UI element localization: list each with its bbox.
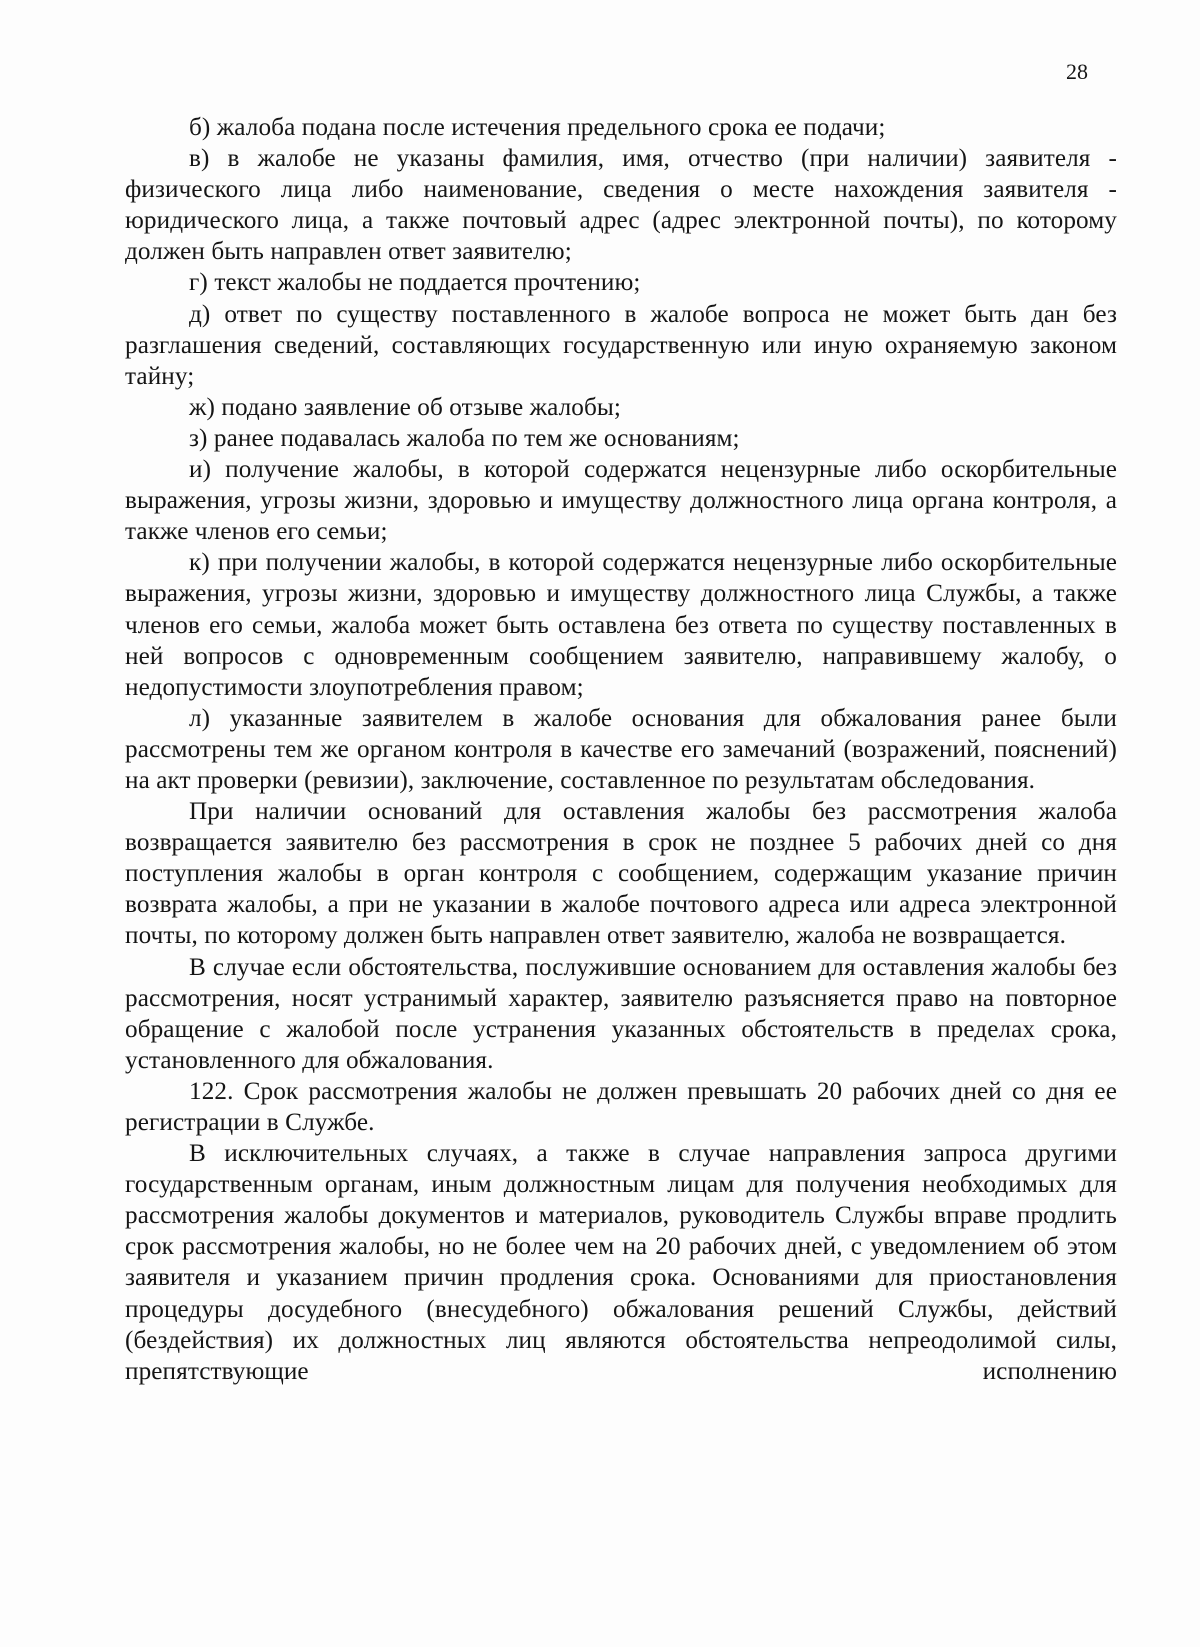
document-body	[125, 112, 1117, 1387]
page-number: 28	[1066, 59, 1088, 84]
paragraph-removable-circumstances: В случае если обстоятельства, послужившие основанием для оставления жалобы без рассмотрения, носят устранимый характер, заявителю разъясняется право на повторное обращение с жалобой после устранения указанных обстоятельств в пределах срока, установленного для обжалования.	[125, 953, 1117, 1074]
paragraph-exceptional-cases: В исключительных случаях, а также в случае направления запроса другими государственным органам, иным должностным лицам для получения необходимых для рассмотрения жалобы документов и материалов, руководитель Службы вправе продлить срок рассмотрения жалобы, но не более чем на 20 рабочих дней, с уведомлением об этом заявителя и указанием причин продления срока. Основаниями для приостановления процедуры досудебного (внесудебного) обжалования решений Службы, действий (бездействия) их должностных лиц являются обстоятельства непреодолимой силы, препятствующие исполнению	[125, 1140, 1117, 1385]
paragraph-item-b: б) жалоба подана после истечения предельного срока ее подачи;	[189, 114, 886, 141]
paragraph-item-d: д) ответ по существу поставленного в жалобе вопроса не может быть дан без разглашения сведений, составляющих государственную или иную охраняемую законом тайну;	[125, 300, 1117, 390]
paragraph-item-v: в) в жалобе не указаны фамилия, имя, отчество (при наличии) заявителя - физического лица либо наименование, сведения о месте нахождения заявителя - юридического лица, а также почтовый адрес (адрес электронной почты), по которому должен быть направлен ответ заявителю;	[125, 145, 1117, 266]
paragraph-item-zh: ж) подано заявление об отзыве жалобы;	[189, 393, 622, 421]
paragraph-item-k: к) при получении жалобы, в которой содержатся нецензурные либо оскорбительные выражения, угрозы жизни, здоровью и имуществу должностного лица Службы, а также членов его семьи, жалоба может быть оставлена без ответа по существу поставленных в ней вопросов с одновременным сообщением заявителю, направившему жалобу, о недопустимости злоупотребления правом;	[125, 549, 1117, 701]
paragraph-item-g: г) текст жалобы не поддается прочтению;	[189, 269, 641, 297]
paragraph-item-i: и) получение жалобы, в которой содержатся нецензурные либо оскорбительные выражения, угрозы жизни, здоровью и имуществу должностного лица органа контроля, а также членов его семьи;	[125, 456, 1117, 546]
paragraph-item-z: з) ранее подавалась жалоба по тем же основаниям;	[189, 424, 740, 452]
paragraph-return-without-review: При наличии оснований для оставления жалобы без рассмотрения жалоба возвращается заявителю без рассмотрения в срок не позднее 5 рабочих дней со дня поступления жалобы в орган контроля с сообщением, содержащим указание причин возврата жалобы, а при не указании в жалобе почтового адреса или адреса электронной почты, по которому должен быть направлен ответ заявителю, жалоба не возвращается.	[125, 798, 1117, 950]
paragraph-item-l: л) указанные заявителем в жалобе основания для обжалования ранее были рассмотрены тем же органом контроля в качестве его замечаний (возражений, пояснений) на акт проверки (ревизии), заключение, составленное по результатам обследования.	[125, 704, 1117, 794]
paragraph-122-review-period: 122. Срок рассмотрения жалобы не должен превышать 20 рабочих дней со дня ее регистрации в Службе.	[125, 1077, 1117, 1136]
